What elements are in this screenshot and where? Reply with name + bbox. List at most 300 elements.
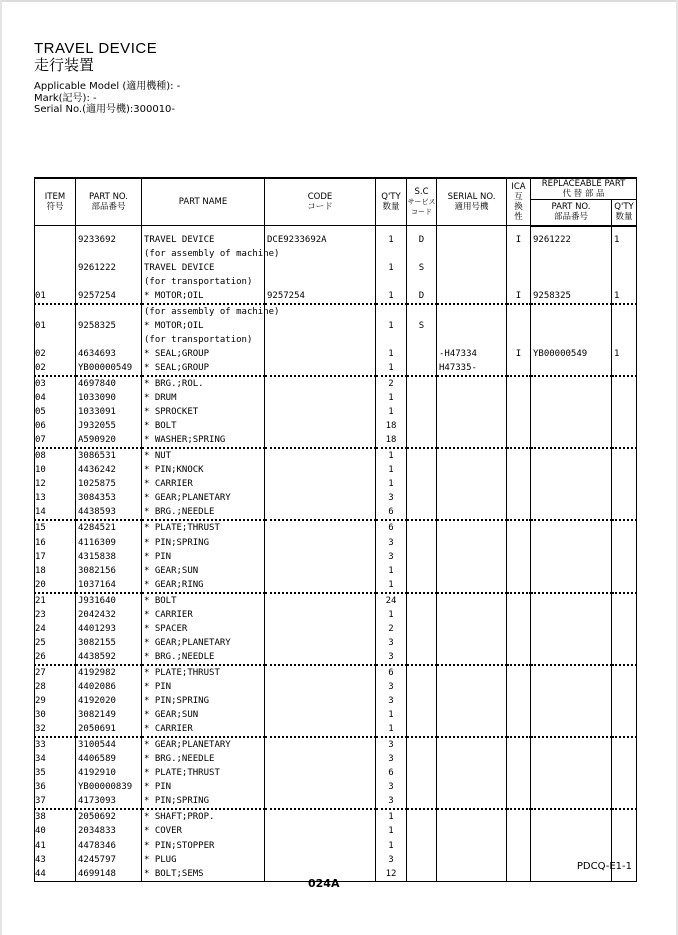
item-cell: 28: [35, 680, 76, 694]
replaceable-qty-cell: [612, 419, 637, 433]
part-no-cell: 4438593: [76, 505, 142, 520]
sc-cell: [407, 680, 437, 694]
replaceable-part-no-cell: [531, 419, 612, 433]
ica-cell: [507, 520, 531, 535]
code-cell: [265, 477, 376, 491]
ica-cell: [507, 491, 531, 505]
replaceable-qty-cell: [612, 665, 637, 680]
part-no-cell: J931640: [76, 593, 142, 608]
qty-cell: 1: [376, 405, 407, 419]
part-no-cell: 4478346: [76, 838, 142, 852]
serial-cell: [437, 333, 507, 347]
ica-cell: [507, 650, 531, 665]
part-no-cell: 1033090: [76, 391, 142, 405]
part-name-cell: * GEAR;PLANETARY: [142, 491, 265, 505]
part-no-cell: 4634693: [76, 347, 142, 361]
part-name-cell: (for transportation): [142, 333, 265, 347]
sc-cell: [407, 766, 437, 780]
serial-cell: [437, 433, 507, 448]
replaceable-qty-cell: [612, 838, 637, 852]
sc-cell: [407, 463, 437, 477]
item-cell: 21: [35, 593, 76, 608]
code-cell: [265, 809, 376, 824]
part-no-cell: YB00000549: [76, 361, 142, 376]
part-no-cell: 2042432: [76, 608, 142, 622]
ica-cell: [507, 505, 531, 520]
code-cell: [265, 520, 376, 535]
ica-cell: [507, 636, 531, 650]
replaceable-qty-cell: [612, 333, 637, 347]
qty-cell: 12: [376, 867, 407, 882]
table-row: [35, 520, 637, 535]
part-no-cell: [76, 275, 142, 289]
sc-cell: S: [407, 261, 437, 275]
part-no-cell: 4402086: [76, 680, 142, 694]
part-no-cell: 9233692: [76, 233, 142, 247]
header-ica-jp3: 性: [514, 212, 523, 222]
page-number: 024A: [308, 877, 340, 890]
part-name-cell: * PIN;SPRING: [142, 694, 265, 708]
part-no-cell: 1033091: [76, 405, 142, 419]
qty-cell: [376, 275, 407, 289]
part-name-cell: * PLATE;THRUST: [142, 766, 265, 780]
serial-cell: [437, 680, 507, 694]
sc-cell: [407, 622, 437, 636]
header-sc: [407, 178, 437, 226]
qty-cell: 1: [376, 391, 407, 405]
ica-cell: [507, 319, 531, 333]
replaceable-part-no-cell: [531, 247, 612, 261]
part-no-cell: YB00000839: [76, 780, 142, 794]
part-name-cell: * PIN;KNOCK: [142, 463, 265, 477]
sc-cell: [407, 838, 437, 852]
item-cell: [35, 261, 76, 275]
table-row: [35, 853, 637, 867]
ica-cell: [507, 477, 531, 491]
serial-cell: [437, 391, 507, 405]
code-cell: [265, 838, 376, 852]
header-ica-jp1: 互: [514, 192, 523, 202]
table-row: [35, 824, 637, 838]
sc-cell: [407, 520, 437, 535]
serial-cell: [437, 853, 507, 867]
qty-cell: 3: [376, 650, 407, 665]
replaceable-qty-cell: [612, 752, 637, 766]
table-row: [35, 463, 637, 477]
ica-cell: [507, 838, 531, 852]
part-no-cell: 4245797: [76, 853, 142, 867]
ica-cell: [507, 780, 531, 794]
item-cell: 02: [35, 347, 76, 361]
part-name-cell: * PIN;STOPPER: [142, 838, 265, 852]
item-cell: 37: [35, 794, 76, 809]
replaceable-part-no-cell: [531, 737, 612, 752]
serial-cell: -H47334: [437, 347, 507, 361]
table-row: [35, 722, 637, 737]
replaceable-qty-cell: [612, 275, 637, 289]
part-name-cell: TRAVEL DEVICE: [142, 261, 265, 275]
code-cell: [265, 593, 376, 608]
header-ica-en: ICA: [511, 182, 526, 192]
code-cell: [265, 448, 376, 463]
serial-cell: [437, 319, 507, 333]
code-cell: 9257254: [265, 289, 376, 304]
ica-cell: [507, 304, 531, 319]
replaceable-part-no-cell: [531, 319, 612, 333]
ica-cell: I: [507, 289, 531, 304]
parts-table: [34, 177, 637, 882]
sc-cell: [407, 867, 437, 882]
part-name-cell: TRAVEL DEVICE: [142, 233, 265, 247]
sc-cell: [407, 564, 437, 578]
sc-cell: [407, 535, 437, 549]
table-row: [35, 333, 637, 347]
table-row: [35, 680, 637, 694]
table-row: [35, 419, 637, 433]
replaceable-qty-cell: [612, 578, 637, 593]
part-no-cell: 3082155: [76, 636, 142, 650]
table-row: [35, 550, 637, 564]
header-serial-en: SERIAL NO.: [447, 192, 496, 202]
sc-cell: [407, 391, 437, 405]
serial-cell: [437, 535, 507, 549]
table-row: [35, 304, 637, 319]
header-code: [265, 178, 376, 226]
ica-cell: [507, 766, 531, 780]
serial-cell: [437, 867, 507, 882]
replaceable-part-no-cell: 9261222: [531, 233, 612, 247]
header-sc-jp1: サービス: [407, 198, 436, 206]
part-name-cell: * BOLT;SEMS: [142, 867, 265, 882]
replaceable-part-no-cell: [531, 477, 612, 491]
code-cell: [265, 578, 376, 593]
table-row: [35, 665, 637, 680]
part-name-cell: (for assembly of machine): [142, 247, 265, 261]
parts-table-body: [35, 226, 637, 882]
replaceable-part-no-cell: [531, 491, 612, 505]
table-row: [35, 766, 637, 780]
qty-cell: 1: [376, 319, 407, 333]
sc-cell: [407, 376, 437, 391]
ica-cell: [507, 737, 531, 752]
qty-cell: 1: [376, 448, 407, 463]
code-cell: [265, 376, 376, 391]
sc-cell: [407, 304, 437, 319]
replaceable-part-no-cell: [531, 564, 612, 578]
replaceable-qty-cell: [612, 680, 637, 694]
code-cell: [265, 694, 376, 708]
sc-cell: [407, 433, 437, 448]
serial-cell: [437, 520, 507, 535]
part-name-cell: * SPROCKET: [142, 405, 265, 419]
table-row: [35, 564, 637, 578]
item-cell: 35: [35, 766, 76, 780]
replaceable-qty-cell: [612, 433, 637, 448]
part-no-cell: 3082149: [76, 708, 142, 722]
replaceable-qty-cell: [612, 491, 637, 505]
header-ica: [507, 178, 531, 226]
ica-cell: [507, 275, 531, 289]
part-name-cell: * PIN: [142, 780, 265, 794]
qty-cell: 1: [376, 824, 407, 838]
replaceable-qty-cell: [612, 593, 637, 608]
header-item-jp: 符号: [46, 202, 64, 212]
serial-cell: [437, 824, 507, 838]
qty-cell: 3: [376, 737, 407, 752]
table-row: [35, 491, 637, 505]
sc-cell: [407, 550, 437, 564]
item-cell: 44: [35, 867, 76, 882]
ica-cell: [507, 708, 531, 722]
table-row: [35, 737, 637, 752]
part-name-cell: * GEAR;RING: [142, 578, 265, 593]
part-no-cell: 4401293: [76, 622, 142, 636]
qty-cell: 3: [376, 550, 407, 564]
part-name-cell: * SHAFT;PROP.: [142, 809, 265, 824]
replaceable-qty-cell: [612, 766, 637, 780]
replaceable-part-no-cell: 9258325: [531, 289, 612, 304]
table-row: [35, 275, 637, 289]
table-row: [35, 636, 637, 650]
item-cell: 04: [35, 391, 76, 405]
sc-cell: [407, 694, 437, 708]
part-no-cell: 4192020: [76, 694, 142, 708]
qty-cell: 2: [376, 622, 407, 636]
item-cell: 38: [35, 809, 76, 824]
part-name-cell: * BOLT: [142, 419, 265, 433]
serial-cell: [437, 838, 507, 852]
part-name-cell: * SEAL;GROUP: [142, 361, 265, 376]
replaceable-qty-cell: [612, 550, 637, 564]
replaceable-qty-cell: [612, 794, 637, 809]
table-row: [35, 247, 637, 261]
serial-cell: [437, 780, 507, 794]
part-name-cell: * BRG.;NEEDLE: [142, 752, 265, 766]
code-cell: [265, 766, 376, 780]
header-rep-part-no-en: PART NO.: [551, 202, 591, 213]
serial-cell: [437, 247, 507, 261]
sc-cell: S: [407, 319, 437, 333]
part-name-cell: * DRUM: [142, 391, 265, 405]
part-name-cell: * GEAR;PLANETARY: [142, 737, 265, 752]
replaceable-part-no-cell: [531, 622, 612, 636]
sc-cell: [407, 361, 437, 376]
ica-cell: [507, 665, 531, 680]
sc-cell: [407, 491, 437, 505]
qty-cell: 6: [376, 520, 407, 535]
header-rep-qty: [612, 200, 637, 226]
header-ica-jp2: 換: [514, 202, 523, 212]
ica-cell: [507, 622, 531, 636]
replaceable-qty-cell: [612, 361, 637, 376]
item-cell: 01: [35, 319, 76, 333]
part-no-cell: 4192910: [76, 766, 142, 780]
part-name-cell: * SEAL;GROUP: [142, 347, 265, 361]
replaceable-qty-cell: [612, 737, 637, 752]
sc-cell: [407, 247, 437, 261]
table-row: [35, 838, 637, 852]
replaceable-part-no-cell: [531, 448, 612, 463]
replaceable-qty-cell: [612, 505, 637, 520]
part-name-cell: * PLATE;THRUST: [142, 665, 265, 680]
part-no-cell: 4284521: [76, 520, 142, 535]
replaceable-qty-cell: [612, 708, 637, 722]
sc-cell: [407, 347, 437, 361]
sc-cell: D: [407, 233, 437, 247]
replaceable-part-no-cell: [531, 463, 612, 477]
replaceable-qty-cell: [612, 304, 637, 319]
qty-cell: 3: [376, 780, 407, 794]
qty-cell: 1: [376, 708, 407, 722]
replaceable-qty-cell: [612, 261, 637, 275]
sc-cell: [407, 405, 437, 419]
code-cell: [265, 794, 376, 809]
header-part-no-jp: 部品番号: [91, 202, 126, 212]
qty-cell: 1: [376, 347, 407, 361]
part-name-cell: * PIN;SPRING: [142, 794, 265, 809]
ica-cell: [507, 405, 531, 419]
table-row: [35, 794, 637, 809]
qty-cell: 2: [376, 376, 407, 391]
table-row: [35, 405, 637, 419]
ica-cell: [507, 752, 531, 766]
part-no-cell: A590920: [76, 433, 142, 448]
table-row: [35, 694, 637, 708]
item-cell: [35, 333, 76, 347]
item-cell: 43: [35, 853, 76, 867]
serial-cell: [437, 809, 507, 824]
header-qty: [376, 178, 407, 226]
item-cell: 23: [35, 608, 76, 622]
ica-cell: [507, 578, 531, 593]
code-cell: [265, 433, 376, 448]
replaceable-part-no-cell: [531, 752, 612, 766]
ica-cell: [507, 550, 531, 564]
replaceable-qty-cell: [612, 622, 637, 636]
code-cell: [265, 636, 376, 650]
part-name-cell: * PLATE;THRUST: [142, 520, 265, 535]
qty-cell: 1: [376, 233, 407, 247]
qty-cell: 1: [376, 477, 407, 491]
ica-cell: [507, 809, 531, 824]
qty-cell: 1: [376, 261, 407, 275]
ica-cell: [507, 722, 531, 737]
item-cell: 32: [35, 722, 76, 737]
replaceable-part-no-cell: [531, 636, 612, 650]
qty-cell: 18: [376, 433, 407, 448]
part-no-cell: 4697840: [76, 376, 142, 391]
item-cell: 08: [35, 448, 76, 463]
replaceable-qty-cell: [612, 564, 637, 578]
item-cell: 17: [35, 550, 76, 564]
ica-cell: [507, 333, 531, 347]
item-cell: 29: [35, 694, 76, 708]
table-row: [35, 448, 637, 463]
serial-cell: [437, 752, 507, 766]
ica-cell: [507, 419, 531, 433]
replaceable-qty-cell: 1: [612, 233, 637, 247]
replaceable-part-no-cell: [531, 766, 612, 780]
serial-cell: [437, 622, 507, 636]
part-no-cell: J932055: [76, 419, 142, 433]
part-name-cell: * BRG.;NEEDLE: [142, 505, 265, 520]
serial-cell: [437, 275, 507, 289]
part-name-cell: * PIN: [142, 680, 265, 694]
replaceable-qty-cell: [612, 477, 637, 491]
item-cell: 07: [35, 433, 76, 448]
qty-cell: 6: [376, 665, 407, 680]
table-row: [35, 433, 637, 448]
sc-cell: [407, 708, 437, 722]
item-cell: 24: [35, 622, 76, 636]
title-english: TRAVEL DEVICE: [34, 40, 158, 57]
code-cell: [265, 780, 376, 794]
replaceable-qty-cell: [612, 636, 637, 650]
code-cell: [265, 463, 376, 477]
applicable-model: Applicable Model (適用機種): -: [34, 81, 181, 92]
part-no-cell: [76, 333, 142, 347]
code-cell: [265, 319, 376, 333]
sc-cell: [407, 665, 437, 680]
sc-cell: [407, 477, 437, 491]
sc-cell: [407, 448, 437, 463]
part-no-cell: [76, 247, 142, 261]
part-name-cell: * PIN;SPRING: [142, 535, 265, 549]
item-cell: 40: [35, 824, 76, 838]
sc-cell: [407, 853, 437, 867]
sc-cell: [407, 809, 437, 824]
part-name-cell: * NUT: [142, 448, 265, 463]
header-item-en: ITEM: [44, 192, 66, 202]
code-cell: [265, 680, 376, 694]
part-no-cell: 4406589: [76, 752, 142, 766]
item-cell: 12: [35, 477, 76, 491]
part-name-cell: * BRG.;NEEDLE: [142, 650, 265, 665]
serial-cell: [437, 665, 507, 680]
ica-cell: [507, 608, 531, 622]
table-row: [35, 708, 637, 722]
header-rep-part-no-jp: 部品番号: [553, 212, 588, 223]
table-row: [35, 289, 637, 304]
code-cell: [265, 361, 376, 376]
code-cell: [265, 261, 376, 275]
replaceable-part-no-cell: [531, 405, 612, 419]
sc-cell: [407, 608, 437, 622]
qty-cell: 3: [376, 694, 407, 708]
header-rep-part-no: [531, 200, 612, 226]
item-cell: 20: [35, 578, 76, 593]
table-row: [35, 650, 637, 665]
table-row: [35, 477, 637, 491]
ica-cell: [507, 853, 531, 867]
code-cell: [265, 722, 376, 737]
serial-cell: [437, 766, 507, 780]
replaceable-part-no-cell: [531, 433, 612, 448]
serial-cell: [437, 304, 507, 319]
sc-cell: [407, 780, 437, 794]
code-cell: [265, 650, 376, 665]
part-name-cell: * GEAR;SUN: [142, 564, 265, 578]
part-name-cell: * PIN: [142, 550, 265, 564]
replaceable-qty-cell: [612, 405, 637, 419]
qty-cell: 1: [376, 608, 407, 622]
document-header: [34, 40, 180, 116]
replaceable-qty-cell: [612, 824, 637, 838]
part-no-cell: 2050691: [76, 722, 142, 737]
item-cell: 25: [35, 636, 76, 650]
part-name-cell: (for assembly of machine): [142, 304, 265, 319]
replaceable-part-no-cell: [531, 376, 612, 391]
